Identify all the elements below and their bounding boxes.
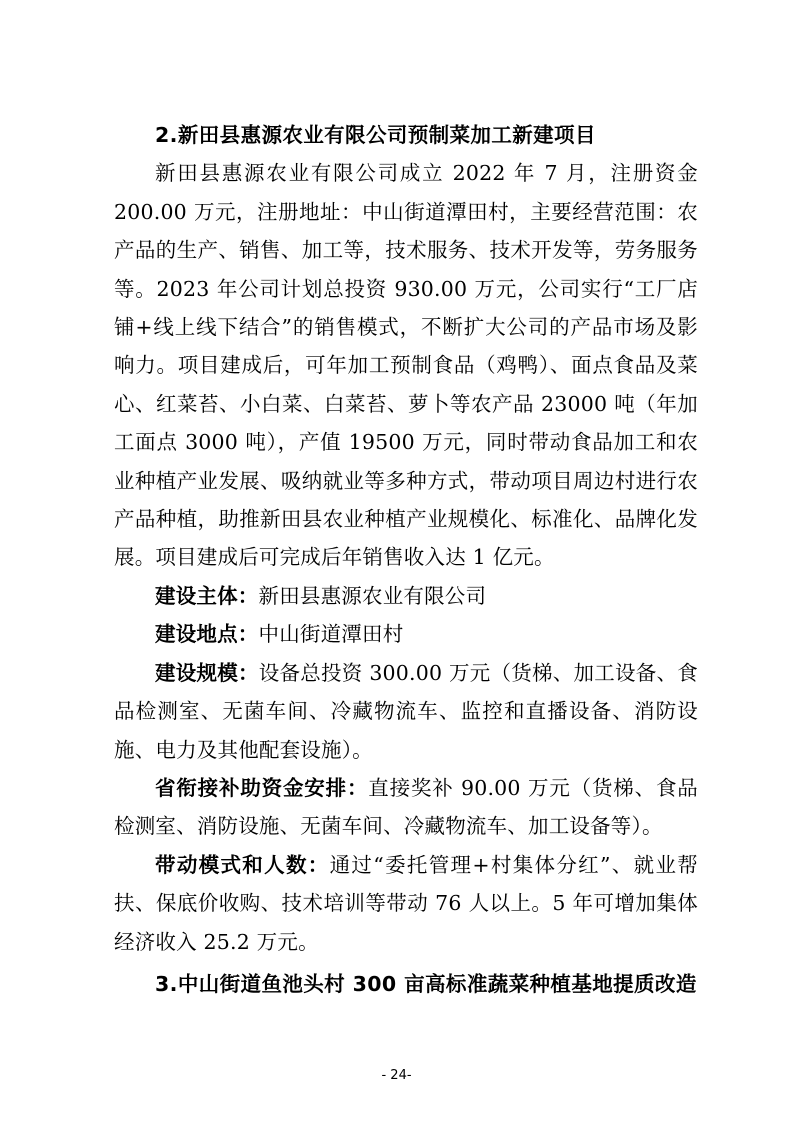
page-number: - 24- (381, 1068, 412, 1083)
field-value: 通过“委托管理+村集体分红”、就业帮扶、保底价收购、技术培训等带动 76 人以上。5 年可增加集体经济收入 25.2 万元。 (114, 852, 698, 954)
field-subsidy-funds (114, 769, 698, 846)
field-value: 直接奖补 90.00 万元（货梯、食品检测室、消防设施、无菌车间、冷藏物流车、加工设备等）。 (114, 775, 698, 839)
field-value: 新田县惠源农业有限公司 (258, 583, 487, 608)
field-label: 省衔接补助资金安排： (155, 775, 369, 800)
section-3-heading: 3.中山街道鱼池头村 300 亩高标准蔬菜种植基地提质改造 (155, 971, 697, 996)
field-driving-mode (114, 846, 698, 961)
field-value: 设备总投资 300.00 万元（货梯、加工设备、食品检测室、无菌车间、冷藏物流车、监控和直播设备、消防设施、电力及其他配套设施）。 (114, 660, 699, 762)
field-construction-scale (114, 654, 698, 769)
section-2-intro-paragraph: 新田县惠源农业有限公司成立 2022 年 7 月，注册资金 200.00 万元，注册地址：中山街道潭田村，主要经营范围：农产品的生产、销售、加工等，技术服务、技术开发等，劳务服务等。2023 年公司计划总投资 930.00 万元，公司实行“工厂店铺+线上线下结合”的销售模式，不断扩大公司的产品市场及影响力。项目建成后，可年加工预制食品（鸡鸭）、面点食品及菜心、红菜苔、小白菜、白菜苔、萝卜等农产品 23000 吨（年加工面点 3000 吨），产值 19500 万元，同时带动食品加工和农业种植产业发展、吸纳就业等多种方式，带动项目周边村进行农产品种植，助推新田县农业种植产业规模化、标准化、品牌化发展。项目建成后可完成后年销售收入达 1 亿元。 (114, 161, 698, 570)
field-label: 建设地点： (155, 622, 259, 647)
field-value: 中山街道潭田村 (258, 622, 404, 647)
field-construction-location (114, 615, 698, 653)
field-label: 建设主体： (155, 583, 259, 608)
field-label: 带动模式和人数： (155, 852, 330, 877)
section-2-heading: 2.新田县惠源农业有限公司预制菜加工新建项目 (155, 123, 596, 147)
field-label: 建设规模： (155, 660, 259, 685)
field-construction-entity (114, 577, 698, 615)
document-body (114, 116, 698, 1003)
